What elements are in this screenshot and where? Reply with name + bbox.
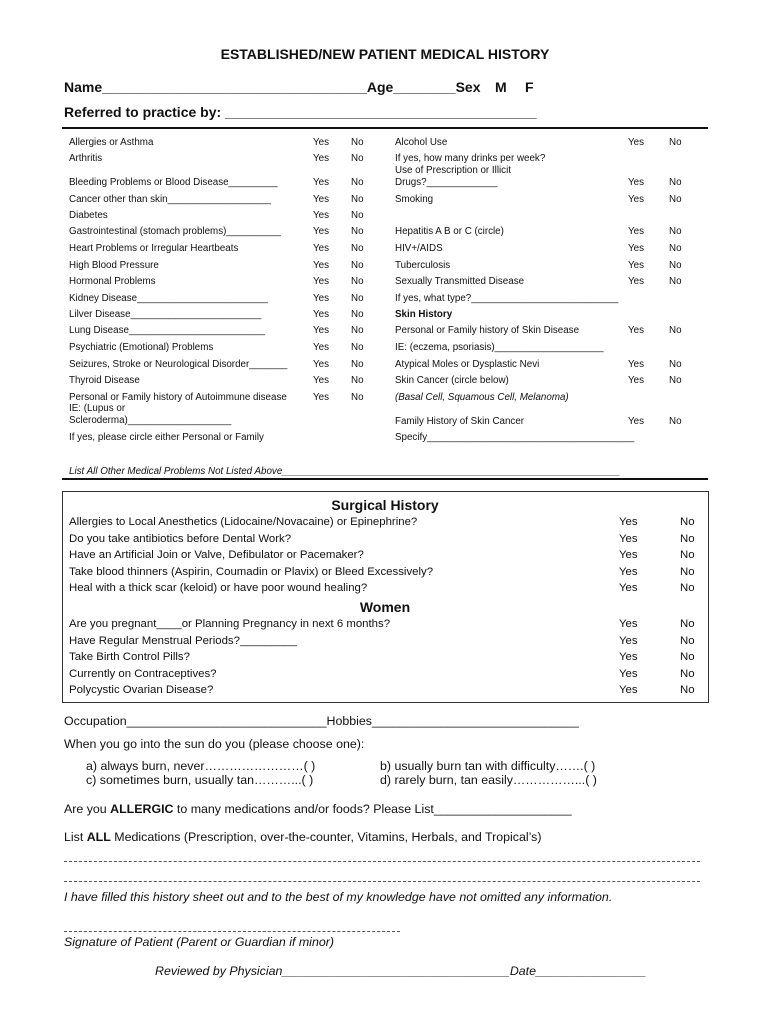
surgical-yes[interactable]: Yes	[619, 549, 638, 561]
tuberculosis-label: Tuberculosis	[395, 260, 451, 271]
condition-yes[interactable]: Yes	[313, 194, 329, 205]
surgical-history-heading: Surgical History	[331, 497, 439, 513]
drugs-label: Drugs?_____________	[395, 177, 498, 188]
specify-field[interactable]: Specify______________________________________	[395, 432, 635, 443]
allergic-suffix: to many medications and/or foods? Please List____________________	[173, 802, 572, 816]
std-yes[interactable]: Yes	[628, 276, 644, 287]
condition-yes[interactable]: Yes	[313, 243, 329, 254]
signature-line[interactable]	[64, 931, 400, 932]
condition-no[interactable]: No	[351, 325, 364, 336]
sun-option-a[interactable]: a) always burn, never……………………( )	[86, 759, 316, 773]
skin-disease-no[interactable]: No	[669, 325, 682, 336]
surgical-no[interactable]: No	[680, 549, 695, 561]
drugs-yes[interactable]: Yes	[628, 177, 644, 188]
condition-no[interactable]: No	[351, 177, 364, 188]
hiv-yes[interactable]: Yes	[628, 243, 644, 254]
autoimmune-ie-line1: IE: (Lupus or	[69, 403, 126, 414]
sun-option-d[interactable]: d) rarely burn, tan easily……………...( )	[380, 773, 597, 787]
referred-by-field[interactable]: Referred to practice by: ________________________________________	[64, 104, 537, 120]
allergic-field[interactable]	[64, 802, 572, 816]
condition-no[interactable]: No	[351, 392, 364, 403]
other-problems-field[interactable]: List All Other Medical Problems Not Listed Above______________________________________________________________	[69, 466, 621, 477]
smoking-label: Smoking	[395, 194, 434, 205]
condition-label: Psychiatric (Emotional) Problems	[69, 342, 214, 353]
women-yes[interactable]: Yes	[619, 684, 638, 696]
drinks-per-week-label: If yes, how many drinks per week?	[395, 153, 546, 164]
alcohol-yes[interactable]: Yes	[628, 137, 644, 148]
condition-no[interactable]: No	[351, 375, 364, 386]
medications-suffix: Medications (Prescription, over-the-counter, Vitamins, Herbals, and Tropical’s)	[110, 830, 542, 844]
sex-option-f[interactable]: F	[525, 79, 534, 95]
condition-label: Heart Problems or Irregular Heartbeats	[69, 243, 239, 254]
condition-yes[interactable]: Yes	[313, 293, 329, 304]
hiv-no[interactable]: No	[669, 243, 682, 254]
condition-no[interactable]: No	[351, 243, 364, 254]
family-skin-cancer-no[interactable]: No	[669, 416, 682, 427]
condition-yes[interactable]: Yes	[313, 309, 329, 320]
condition-yes[interactable]: Yes	[313, 392, 329, 403]
surgical-question: Do you take antibiotics before Dental Work?	[69, 532, 292, 545]
physician-review-field[interactable]: Reviewed by Physician_________________________________Date________________	[155, 964, 647, 978]
women-yes[interactable]: Yes	[619, 667, 638, 680]
personal-family-circle-prompt[interactable]: If yes, please circle either Personal or Family	[69, 432, 264, 443]
skin-history-heading: Skin History	[395, 309, 453, 320]
condition-label: Hormonal Problems	[69, 276, 156, 287]
sun-option-b[interactable]: b) usually burn tan with difficulty…….( )	[380, 759, 596, 773]
hepatitis-yes[interactable]: Yes	[628, 226, 644, 237]
smoking-no[interactable]: No	[669, 194, 682, 205]
sun-question: When you go into the sun do you (please choose one):	[64, 737, 365, 751]
women-question: Currently on Contraceptives?	[69, 667, 217, 680]
condition-yes[interactable]: Yes	[313, 153, 329, 164]
condition-label: Cancer other than skin___________________	[69, 194, 272, 205]
occupation-hobbies-field[interactable]: Occupation_____________________________Hobbies______________________________	[64, 714, 579, 728]
condition-yes[interactable]: Yes	[313, 226, 329, 237]
women-no[interactable]: No	[680, 667, 695, 680]
name-age-sex-field[interactable]: Name__________________________________Age________Sex	[64, 79, 481, 95]
women-question: Take Birth Control Pills?	[69, 651, 190, 663]
hepatitis-no[interactable]: No	[669, 226, 682, 237]
condition-yes[interactable]: Yes	[313, 359, 329, 370]
family-skin-cancer-label: Family History of Skin Cancer	[395, 416, 525, 427]
skin-cancer-types[interactable]: (Basal Cell, Squamous Cell, Melanoma)	[395, 392, 569, 403]
women-heading: Women	[359, 599, 411, 615]
surgical-question: Take blood thinners (Aspirin, Coumadin or Plavix) or Bleed Excessively?	[69, 565, 434, 578]
medications-prefix: List	[64, 830, 87, 844]
medications-line-2[interactable]	[64, 881, 700, 882]
condition-no[interactable]: No	[351, 359, 364, 370]
condition-yes[interactable]: Yes	[313, 137, 329, 148]
condition-no[interactable]: No	[351, 137, 364, 148]
condition-no[interactable]: No	[351, 342, 364, 353]
women-yes[interactable]: Yes	[619, 618, 638, 630]
atypical-moles-label: Atypical Moles or Dysplastic Nevi	[395, 359, 540, 370]
women-no[interactable]: No	[680, 634, 695, 647]
condition-label: Kidney Disease________________________	[69, 293, 268, 304]
family-skin-cancer-yes[interactable]: Yes	[628, 416, 644, 427]
skin-disease-yes[interactable]: Yes	[628, 325, 644, 336]
skin-disease-label: Personal or Family history of Skin Disease	[395, 325, 580, 336]
condition-no[interactable]: No	[351, 276, 364, 287]
std-type-field[interactable]: If yes, what type?___________________________	[395, 293, 619, 304]
women-no[interactable]: No	[680, 684, 695, 696]
women-yes[interactable]: Yes	[619, 651, 638, 663]
allergic-prefix: Are you	[64, 802, 111, 816]
std-no[interactable]: No	[669, 276, 682, 287]
std-label: Sexually Transmitted Disease	[395, 276, 525, 287]
autoimmune-ie-line2[interactable]: Scleroderma)___________________	[69, 415, 232, 426]
skin-cancer-no[interactable]: No	[669, 375, 682, 386]
header-divider	[62, 127, 708, 129]
condition-no[interactable]: No	[351, 260, 364, 271]
women-no[interactable]: No	[680, 651, 695, 663]
surgical-no[interactable]: No	[680, 582, 695, 594]
condition-no[interactable]: No	[351, 293, 364, 304]
condition-yes[interactable]: Yes	[313, 276, 329, 287]
condition-label: Seizures, Stroke or Neurological Disorder_______	[69, 359, 288, 370]
allergic-emphasis: ALLERGIC	[110, 802, 174, 816]
condition-label: Bleeding Problems or Blood Disease_________	[69, 177, 278, 188]
surgical-question: Allergies to Local Anesthetics (Lidocaine/Novacaine) or Epinephrine?	[69, 516, 418, 528]
condition-yes[interactable]: Yes	[313, 260, 329, 271]
medications-line-1[interactable]	[64, 861, 700, 862]
surgical-question: Heal with a thick scar (keloid) or have poor wound healing?	[69, 582, 368, 594]
condition-yes[interactable]: Yes	[313, 325, 329, 336]
women-no[interactable]: No	[680, 618, 695, 630]
women-question: Are you pregnant____or Planning Pregnancy in next 6 months?	[69, 618, 391, 630]
condition-label: Lung Disease_________________________	[69, 325, 266, 336]
condition-yes[interactable]: Yes	[313, 375, 329, 386]
hiv-label: HIV+/AIDS	[395, 243, 443, 254]
surgical-yes[interactable]: Yes	[619, 582, 638, 594]
condition-label: Thyroid Disease	[69, 375, 140, 386]
section-divider	[62, 478, 708, 480]
eczema-psoriasis-field[interactable]: IE: (eczema, psoriasis)____________________	[395, 342, 604, 353]
surgical-no[interactable]: No	[680, 516, 695, 528]
condition-label: Arthritis	[69, 153, 103, 164]
condition-yes[interactable]: Yes	[313, 342, 329, 353]
condition-no[interactable]: No	[351, 210, 364, 221]
condition-label: Diabetes	[69, 210, 108, 221]
women-yes[interactable]: Yes	[619, 634, 638, 647]
attestation-statement: I have filled this history sheet out and to the best of my knowledge have not omitted any information.	[64, 890, 613, 904]
hepatitis-label: Hepatitis A B or C (circle)	[395, 226, 504, 237]
condition-label: Personal or Family history of Autoimmune disease	[69, 392, 287, 403]
surgical-no[interactable]: No	[680, 565, 695, 578]
women-question: Polycystic Ovarian Disease?	[69, 684, 214, 696]
alcohol-no[interactable]: No	[669, 137, 682, 148]
condition-no[interactable]: No	[351, 194, 364, 205]
women-question: Have Regular Menstrual Periods?_________	[69, 634, 297, 647]
atypical-moles-no[interactable]: No	[669, 359, 682, 370]
drugs-no[interactable]: No	[669, 177, 682, 188]
sun-option-c[interactable]: c) sometimes burn, usually tan………...( )	[86, 773, 314, 787]
prescription-illicit-label: Use of Prescription or Illicit	[395, 165, 511, 176]
condition-label: High Blood Pressure	[69, 260, 159, 271]
alcohol-label: Alcohol Use	[395, 137, 448, 148]
surgical-question: Have an Artificial Join or Valve, Defibulator or Pacemaker?	[69, 549, 364, 561]
surgical-yes[interactable]: Yes	[619, 516, 638, 528]
skin-cancer-yes[interactable]: Yes	[628, 375, 644, 386]
surgical-yes[interactable]: Yes	[619, 532, 638, 545]
form-title: ESTABLISHED/NEW PATIENT MEDICAL HISTORY	[220, 46, 550, 62]
condition-label: Lilver Disease________________________	[69, 309, 262, 320]
condition-no[interactable]: No	[351, 226, 364, 237]
atypical-moles-yes[interactable]: Yes	[628, 359, 644, 370]
skin-cancer-label: Skin Cancer (circle below)	[395, 375, 509, 386]
signature-label: Signature of Patient (Parent or Guardian if minor)	[64, 935, 334, 949]
surgical-yes[interactable]: Yes	[619, 565, 638, 578]
condition-no[interactable]: No	[351, 153, 364, 164]
tuberculosis-yes[interactable]: Yes	[628, 260, 644, 271]
condition-label: Gastrointestinal (stomach problems)__________	[69, 226, 281, 237]
condition-label: Allergies or Asthma	[69, 137, 154, 148]
sex-option-m[interactable]: M	[495, 79, 507, 95]
condition-yes[interactable]: Yes	[313, 177, 329, 188]
tuberculosis-no[interactable]: No	[669, 260, 682, 271]
condition-no[interactable]: No	[351, 309, 364, 320]
condition-yes[interactable]: Yes	[313, 210, 329, 221]
smoking-yes[interactable]: Yes	[628, 194, 644, 205]
medications-prompt	[64, 830, 541, 844]
surgical-no[interactable]: No	[680, 532, 695, 545]
medications-emphasis: ALL	[86, 830, 111, 844]
